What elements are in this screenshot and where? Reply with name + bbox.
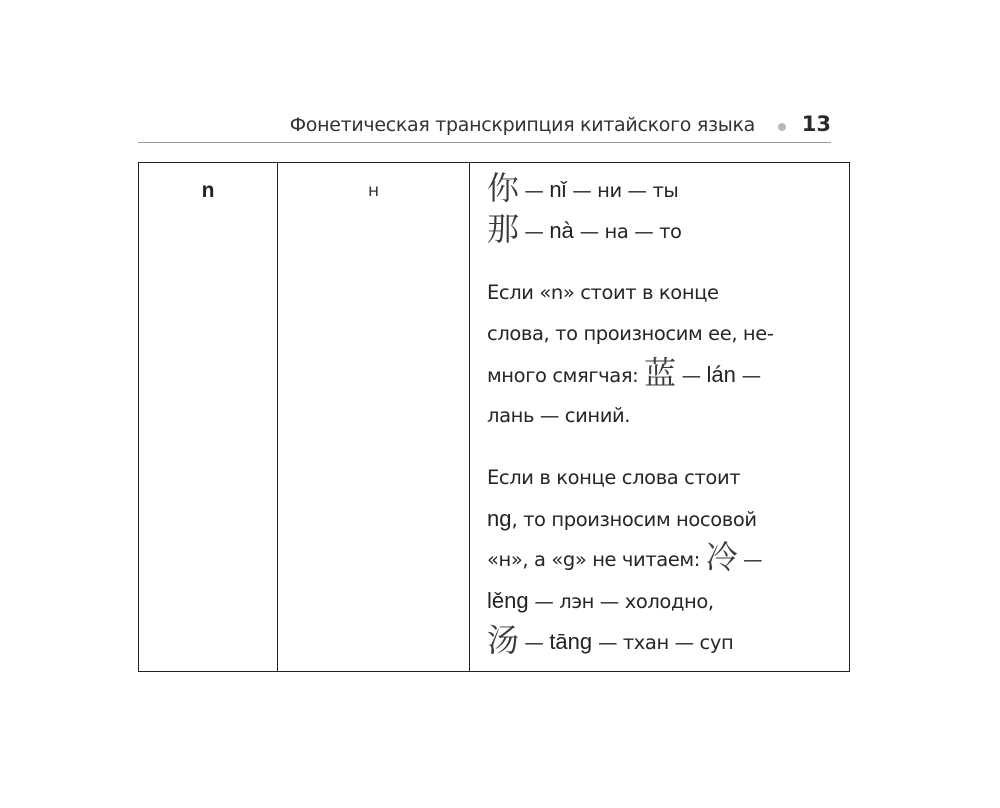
- pinyin-letter: n: [201, 179, 215, 202]
- example-line-1: 你 — nǐ — ни — ты: [487, 169, 679, 207]
- pinyin: tāng: [549, 629, 593, 654]
- paragraph-gap: [487, 251, 849, 272]
- hanzi: 你: [487, 169, 519, 207]
- hanzi: 冷: [705, 538, 738, 576]
- pinyin: lěng: [487, 588, 529, 613]
- note1-line-4: лань — синий.: [487, 404, 631, 427]
- phonetic-table: [138, 162, 850, 672]
- note1-line-3: много смягчая: 蓝 — lán —: [487, 354, 761, 392]
- note2-line-3: «н», а «g» не читаем: 冷 —: [487, 538, 763, 576]
- separator-dot-icon: [778, 123, 786, 131]
- hanzi: 汤: [487, 621, 519, 659]
- russian-letter: н: [367, 181, 380, 201]
- paragraph-gap: [487, 436, 849, 457]
- hanzi: 蓝: [644, 354, 676, 392]
- examples-cell: [470, 163, 850, 672]
- note1-line-2: слова, то произносим ее, не-: [487, 322, 774, 345]
- table-row: [139, 163, 850, 672]
- note2-line-1: Если в конце слова стоит: [487, 466, 741, 489]
- note2-line-4: lěng — лэн — холодно,: [487, 588, 714, 613]
- page-header: [138, 108, 831, 143]
- hanzi: 那: [487, 210, 519, 248]
- pinyin-letter-cell: [139, 163, 278, 672]
- note2-line-5: 汤 — tāng — тхан — суп: [487, 621, 734, 659]
- pinyin: nà: [549, 218, 574, 243]
- page-number: 13: [801, 112, 831, 136]
- russian-letter-cell: [278, 163, 470, 672]
- note2-line-2: ng, то произносим носовой: [487, 506, 757, 531]
- pinyin: nǐ: [549, 177, 567, 202]
- running-title: Фонетическая транскрипция китайского языка: [289, 114, 755, 136]
- note1-line-1: Если «n» стоит в конце: [487, 281, 719, 304]
- pinyin: lán: [706, 362, 736, 387]
- example-line-2: 那 — nà — на — то: [487, 210, 682, 248]
- pinyin: ng: [487, 506, 512, 531]
